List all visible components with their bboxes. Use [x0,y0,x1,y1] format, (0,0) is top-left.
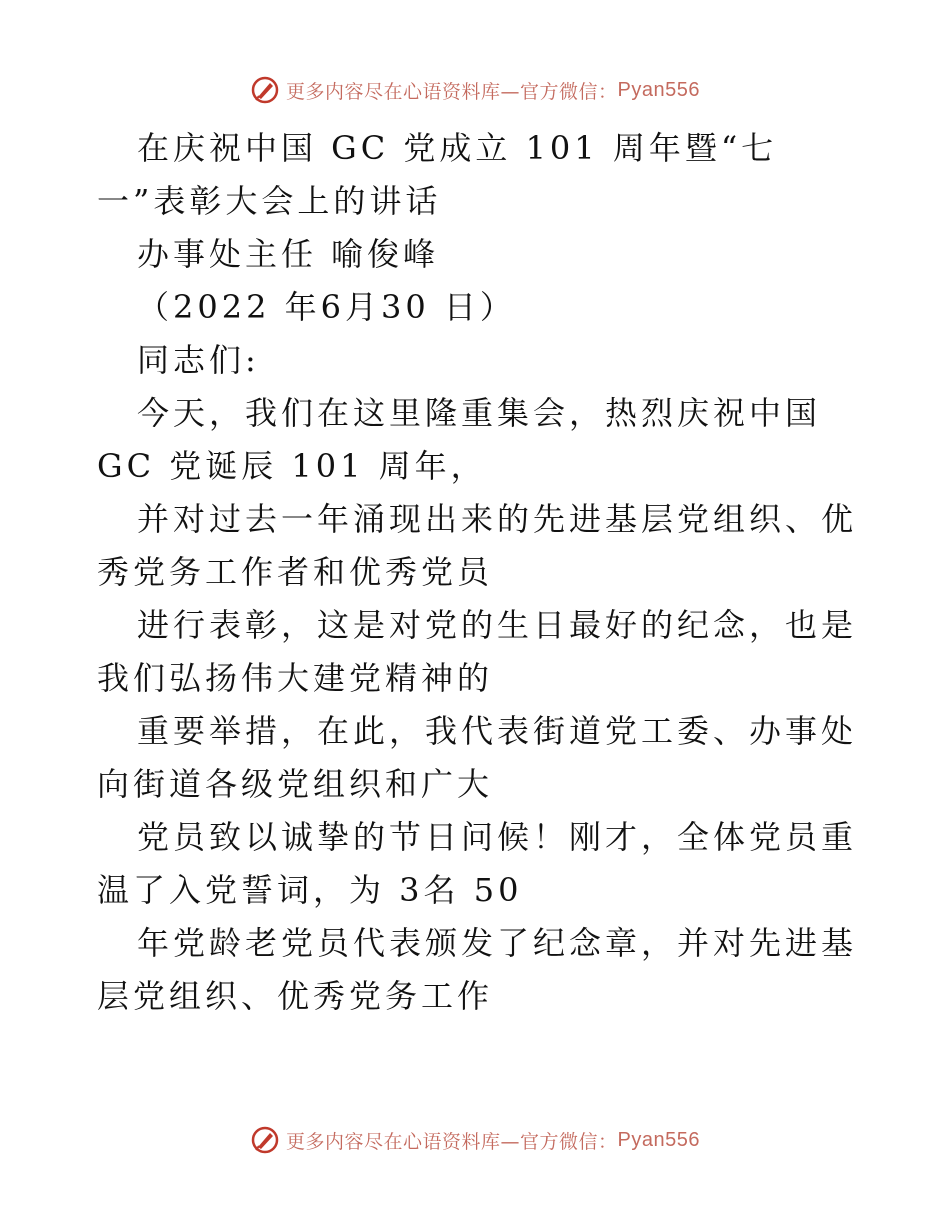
header-watermark [0,70,950,110]
footer-watermark [0,1120,950,1160]
body-paragraph: 今天，我们在这里隆重集会，热烈庆祝中国 GC 党诞辰 101 周年， [97,394,822,485]
date-line: （2022 年6月30 日） [137,288,516,326]
body-paragraph: 党员致以诚挚的节日问候！刚才，全体党员重温了入党誓词，为 3名 50 [97,818,858,909]
watermark-text: 更多内容尽在心语资料库—官方微信： [286,80,618,103]
watermark-text: 更多内容尽在心语资料库—官方微信： [286,1130,618,1153]
quill-logo-icon [250,1125,280,1155]
speaker-line: 办事处主任 喻俊峰 [137,235,440,273]
document-body [97,122,857,1023]
speech-title: 在庆祝中国 GC 党成立 101 周年暨“七一”表彰大会上的讲话 [97,129,778,220]
quill-logo-icon [250,75,280,105]
salutation: 同志们: [137,341,260,379]
body-paragraph: 年党龄老党员代表颁发了纪念章，并对先进基层党组织、优秀党务工作 [97,924,858,1015]
body-paragraph: 进行表彰，这是对党的生日最好的纪念，也是我们弘扬伟大建党精神的 [97,606,858,697]
body-paragraph: 并对过去一年涌现出来的先进基层党组织、优秀党务工作者和优秀党员 [97,500,858,591]
body-paragraph: 重要举措，在此，我代表街道党工委、办事处向街道各级党组织和广大 [97,712,858,803]
watermark-wechat-id: Pyan556 [617,78,700,101]
watermark-wechat-id: Pyan556 [617,1128,700,1151]
